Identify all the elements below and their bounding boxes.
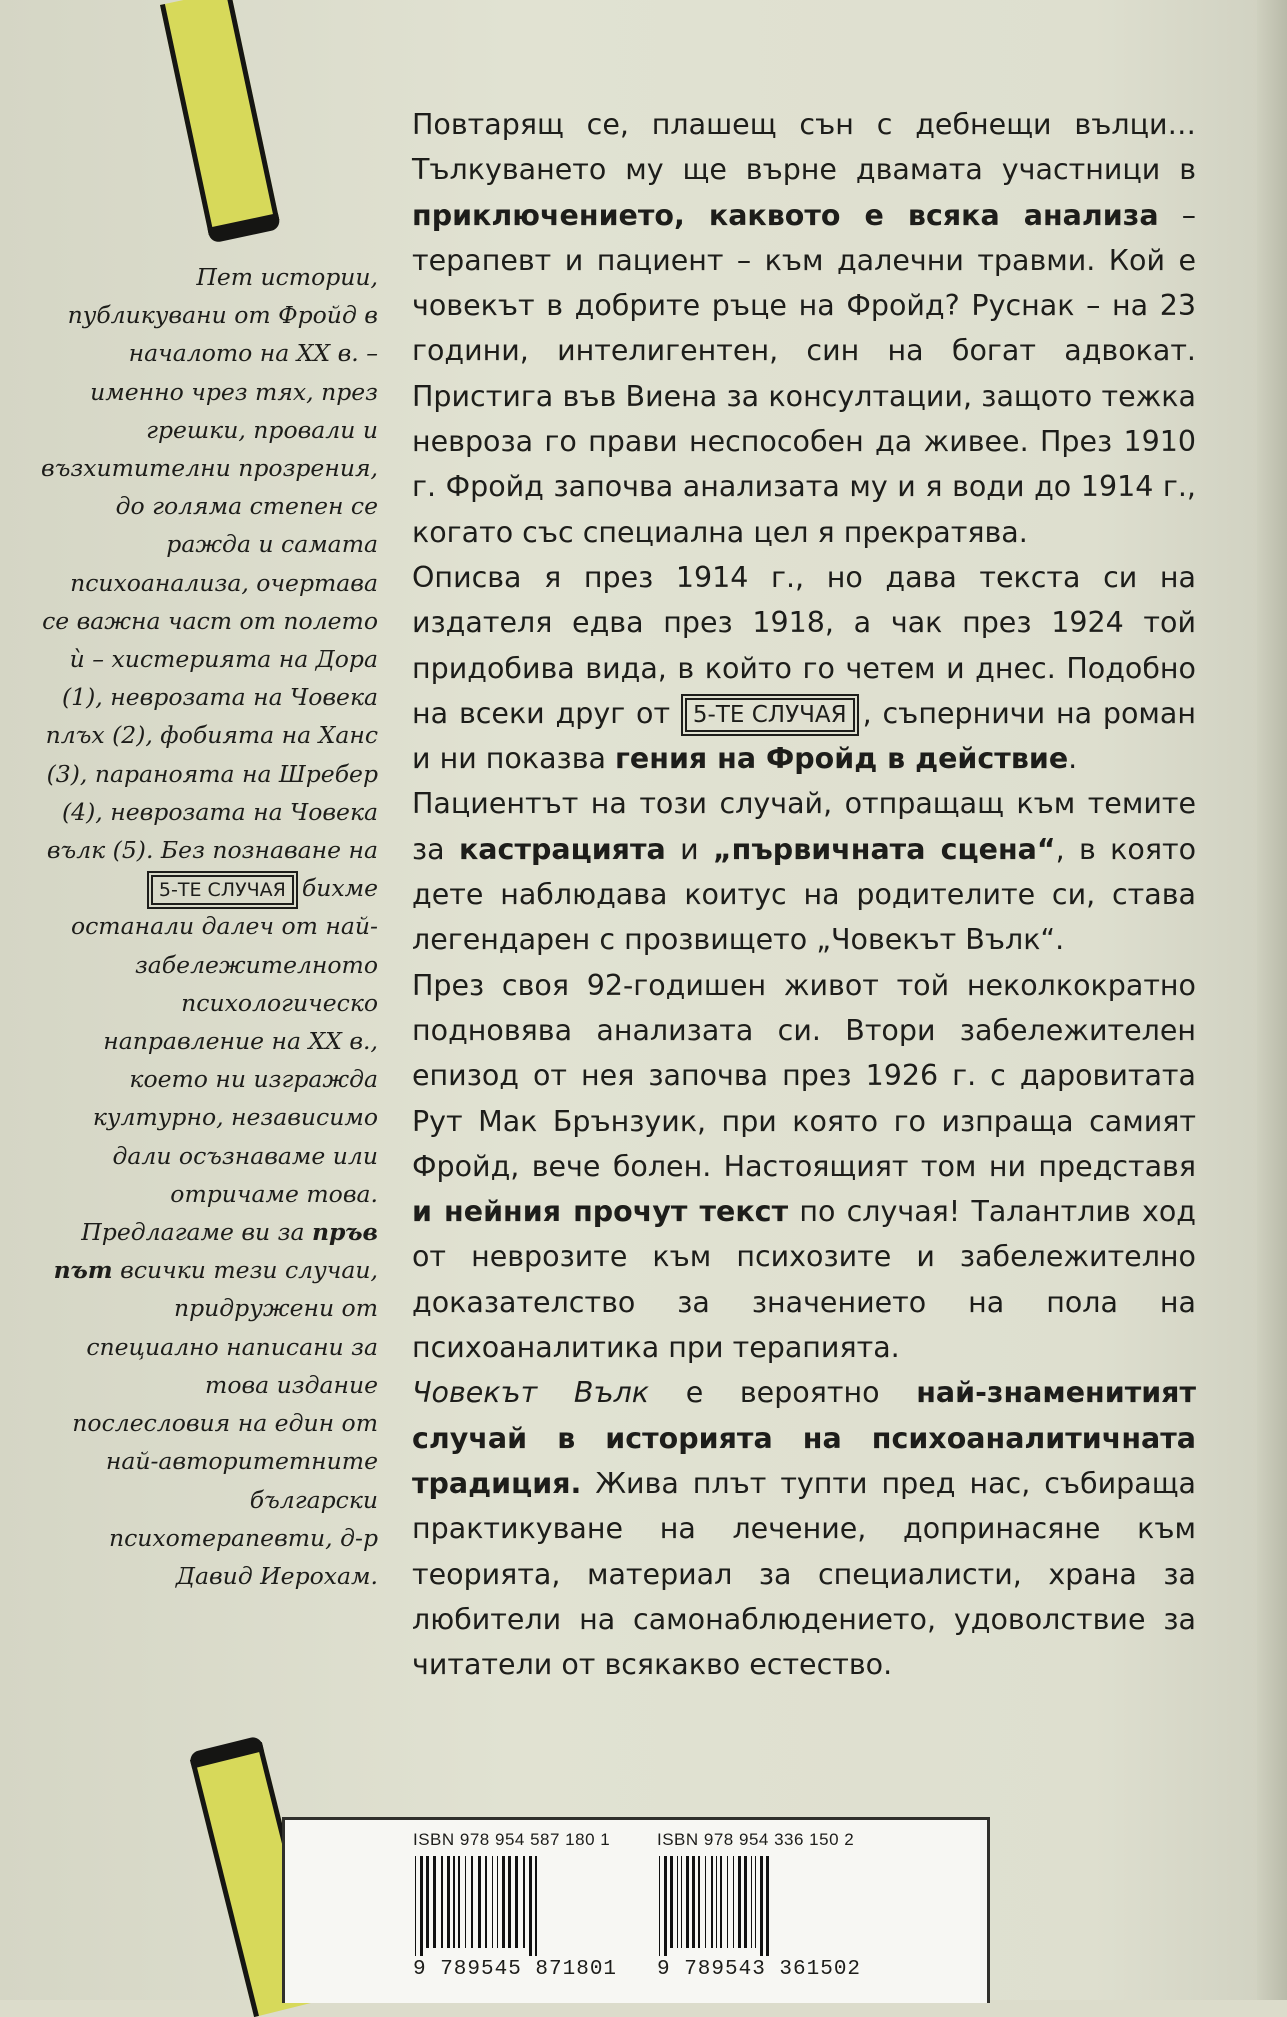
barcode-bars-2 (657, 1856, 947, 1956)
p5-text-a: е вероятно (685, 1376, 880, 1410)
p1-text-a: Повтарящ се, плашещ сън с дебнещи вълци… Тълкуването му ще върне двамата участници в (412, 108, 1196, 187)
main-paragraph-5 (412, 1370, 1196, 1687)
main-paragraph-3 (412, 781, 1196, 962)
sidebar-paragraph (40, 258, 378, 1213)
p1-bold: приключението, каквото е всяка анализа (412, 198, 1159, 232)
sidebar-offer-before: Предлагаме ви за (81, 1218, 305, 1247)
p5-text-b: Жива плът тупти пред нас, събираща практикуване на лечение, допринасяне към теорията, материал за специалисти, храна за любители на самонаблюдението, удоволствие за читатели от всякакво естество. (412, 1466, 1196, 1682)
series-badge: 5-ТЕ СЛУЧАЯ (151, 875, 294, 905)
p3-bold-1: кастрацията (458, 832, 666, 866)
p2-bold: гения на Фройд в действие (615, 742, 1069, 776)
p3-bold-2: „първичната сцена“ (712, 832, 1056, 866)
p3-text-a: Пациентът на този случай, отпращащ към темите за (412, 787, 1196, 866)
main-paragraph-1 (412, 102, 1196, 555)
p5-italic: Човекът Вълк (412, 1376, 650, 1410)
barcode-2 (657, 1830, 947, 1980)
barcode-panel (282, 1817, 990, 2003)
p4-bold: и нейния прочут текст (412, 1195, 789, 1229)
p3-text-c: , в която дете наблюдава коитус на родителите си, става легендарен с прозвището „Човекът Вълк“. (412, 832, 1197, 957)
sidebar-offer-bold: пръв път (53, 1218, 378, 1285)
p4-text-a: През своя 92-годишен живот той неколкократно подновява анализата си. Втори забележителен епизод от нея започва през 1926 г. с даровитата Рут Мак Брънзуик, при която го изпраща самият Фройд, вече болен. Настоящият том ни представя (412, 968, 1196, 1183)
p2-text-c: . (1068, 742, 1078, 776)
isbn-label-2: ISBN 978 954 336 150 2 (657, 1830, 855, 1849)
sidebar-text-after: бихме останали далеч от най-забележителното психологическо направление на XX в., което ни изгражда културно, независимо дали осъзнаваме или отричаме това. (71, 874, 378, 1208)
barcode-digits-2: 9 789543 361502 (657, 1958, 862, 1981)
sidebar-offer-after: всички тези случаи, придружени от специално написани за това издание послесловия на един от най-авторитетните български психотерапевти, д-р Давид Иерохам. (72, 1256, 378, 1590)
p2-text-b: , съперничи на роман и ни показва (412, 696, 1197, 776)
p4-text-b: по случая! Талантлив ход от неврозите към психозите и забележително доказателство за значението на пола на психоаналитика при терапията. (412, 1195, 1196, 1365)
sidebar-blurb (40, 258, 378, 1595)
p2-text-a: Описва я през 1914 г., но дава текста си на издателя едва през 1918, а чак през 1924 той придобива вида, в който го четем и днес. Подобно на всеки друг от (412, 560, 1196, 730)
barcode-digits-1: 9 789545 871801 (413, 1958, 618, 1981)
p5-bold: най-знаменитият случай в историята на психоаналитичната традиция. (412, 1376, 1196, 1500)
main-paragraph-4 (412, 963, 1196, 1371)
series-badge-main: 5-ТЕ СЛУЧАЯ (685, 698, 855, 732)
p1-text-b: – терапевт и пациент – към далечни травми. Кой е човекът в добрите ръце на Фройд? Руснак – на 23 години, интелигентен, син на богат адвокат. Пристига във Виена за консултации, защото тежка невроза го прави неспособен да живее. През 1910 г. Фройд започва анализата му и я води до 1914 г., когато със специална цел я прекратява. (412, 198, 1196, 549)
main-paragraph-2 (412, 555, 1196, 781)
p3-text-b: и (680, 832, 699, 866)
page-edge (1257, 0, 1287, 2000)
sidebar-offer (40, 1213, 378, 1595)
main-blurb (412, 102, 1196, 1687)
isbn-label-1: ISBN 978 954 587 180 1 (413, 1830, 611, 1849)
sidebar-text-before: Пет истории, публикувани от Фройд в началото на XX в. – именно чрез тях, през грешки, провали и възхитителни прозрения, до голяма степен се ражда и самата психоанализа, очертава се важна част от полето ѝ – хистерията на Дора (1), неврозата на Човека плъх (2), фобията на Ханс (3), параноята на Шребер (4), неврозата на Човека вълк (5). Без познаване на (41, 263, 378, 865)
